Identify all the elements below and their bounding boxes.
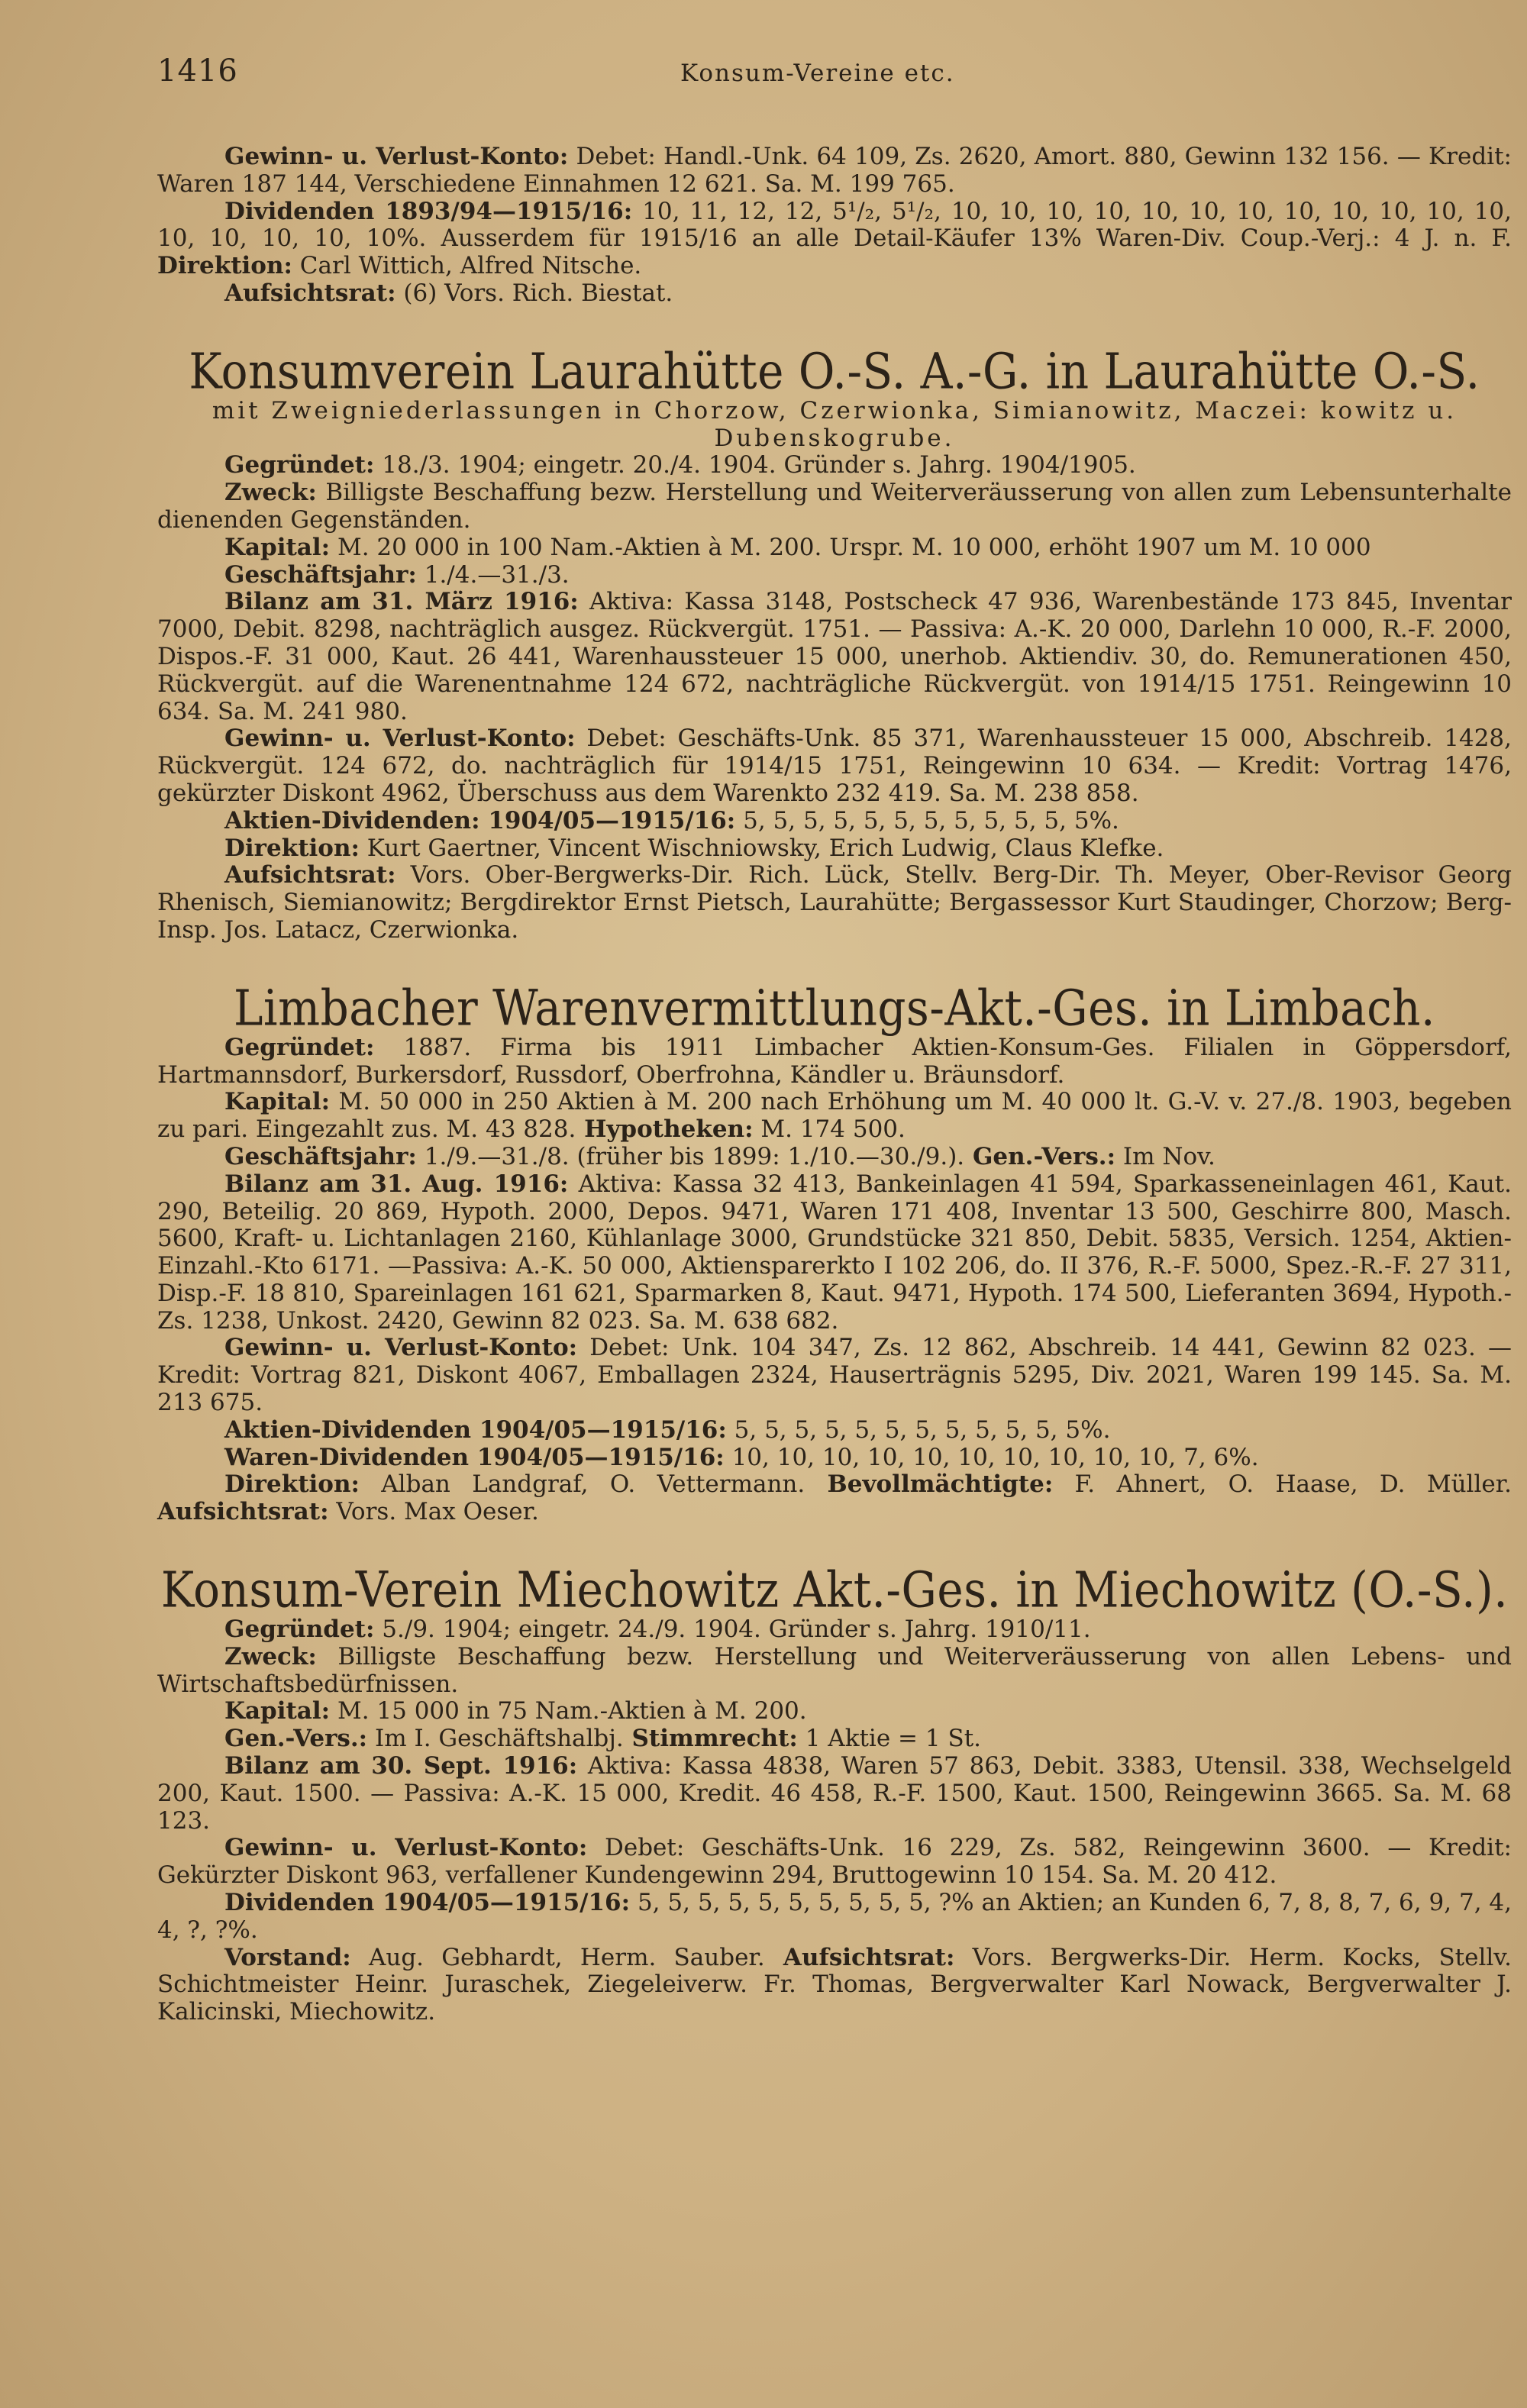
field-label: Bevollmächtigte: [805, 1470, 1054, 1499]
field-text: M. 50 000 in 250 Aktien à M. 200 nach Erhöhung um M. 40 000 lt. G.-V. v. 27./8. 1903, begeben zu pari. Eingezahlt zus. M. 43 828. [157, 1088, 1512, 1144]
field-label: Kapital: [224, 1697, 331, 1725]
field-text: Kurt Gaertner, Vincent Wischniowsky, Erich Ludwig, Claus Klefke. [359, 834, 1164, 862]
field-label: Aufsichtsrat: [157, 1498, 329, 1526]
field-label: Aktien-Dividenden 1904/05—1915/16: [224, 1415, 727, 1444]
field-text: Vors. Max Oeser. [328, 1498, 539, 1526]
page-number: 1416 [157, 53, 238, 89]
paragraph-aktien-dividenden [157, 808, 1512, 835]
field-text: 18./3. 1904; eingetr. 20./4. 1904. Gründer s. Jahrg. 1904/1905. [374, 451, 1136, 479]
field-text: 5, 5, 5, 5, 5, 5, 5, 5, 5, 5, 5, 5%. [726, 1415, 1111, 1444]
field-label: Kapital: [224, 1088, 331, 1116]
field-text: 5, 5, 5, 5, 5, 5, 5, 5, 5, 5, 5, 5%. [735, 806, 1119, 834]
entry-title: Konsum-Verein Miechowitz Akt.-Ges. in Miechowitz (O.-S.). [160, 1560, 1509, 1619]
paragraph-zweck [157, 1644, 1512, 1699]
field-text: Vors. Bergwerks-Dir. Herm. Kocks, Stellv. Schichtmeister Heinr. Juraschek, Ziegeleiverw. Fr. Thomas, Bergverwalter Karl Nowack, Bergverwalter J. Kalicinski, Miechowitz. [157, 1943, 1512, 2026]
entry-laurahuette [157, 341, 1512, 944]
field-text: 10, 11, 12, 12, 5¹/₂, 5¹/₂, 10, 10, 10, 10, 10, 10, 10, 10, 10, 10, 10, 10, 10, 10, 10, 10, 10%. Ausserdem für 1915/16 an alle Detail-Käufer 13% Waren-Div. Coup.-Verj.: 4 J. n. F. [157, 197, 1512, 253]
field-text: 1./9.—31./8. (früher bis 1899: 1./10.—30./9.). [416, 1142, 965, 1170]
field-label: Dividenden 1904/05—1915/16: [224, 1889, 631, 1917]
field-label: Zweck: [224, 479, 317, 507]
field-label: Bilanz am 31. März 1916: [224, 588, 579, 616]
field-label: Aufsichtsrat: [764, 1943, 955, 1971]
field-label: Direktion: [224, 1470, 360, 1499]
paragraph-bilanz [157, 589, 1512, 725]
paragraph-zweck [157, 479, 1512, 534]
field-text: Im I. Geschäftshalbj. [367, 1725, 624, 1753]
field-text: Debet: Handl.-Unk. 64 109, Zs. 2620, Amort. 880, Gewinn 132 156. — Kredit: Waren 187 144, Verschiedene Einnahmen 12 621. Sa. M. 199 765. [157, 143, 1512, 198]
field-label: Gewinn- u. Verlust-Konto: [224, 1834, 588, 1862]
field-label: Hypotheken: [576, 1115, 754, 1144]
field-text: 1 Aktie = 1 St. [797, 1725, 982, 1753]
field-text: M. 15 000 in 75 Nam.-Aktien à M. 200. [330, 1697, 807, 1725]
field-text: Aktiva: Kassa 4838, Waren 57 863, Debit. 3383, Utensil. 338, Wechselgeld 200, Kaut. 1500. — Passiva: A.-K. 15 000, Kredit. 46 458, R.-F. 1500, Kaut. 1500, Reingewinn 3665. Sa. M. 68 123. [157, 1752, 1512, 1835]
field-text: Debet: Geschäfts-Unk. 85 371, Warenhaussteuer 15 000, Abschreib. 1428, Rückvergüt. 124 672, do. nachträglich für 1914/15 1751, Reingewinn 10 634. — Kredit: Vortrag 1476, gekürzter Diskont 4962, Überschuss aus dem Warenkto 232 419. Sa. M. 238 858. [157, 725, 1512, 807]
paragraph-gv-konto [157, 725, 1512, 807]
paragraph-direktion [157, 835, 1512, 863]
field-text: Vors. Ober-Bergwerks-Dir. Rich. Lück, Stellv. Berg-Dir. Th. Meyer, Ober-Revisor Georg Rhenisch, Siemianowitz; Bergdirektor Ernst Pietsch, Laurahütte; Bergassessor Kurt Staudinger, Chorzow; Berg-Insp. Jos. Latacz, Czerwionka. [157, 861, 1512, 944]
field-text: 10, 10, 10, 10, 10, 10, 10, 10, 10, 10, 7, 6%. [724, 1443, 1259, 1471]
field-label: Gegründet: [224, 1616, 375, 1644]
field-text: 5, 5, 5, 5, 5, 5, 5, 5, 5, 5, ?% an Aktien; an Kunden 6, 7, 8, 8, 7, 6, 9, 7, 4, 4, ?, ?%. [157, 1889, 1512, 1944]
field-label: Bilanz am 30. Sept. 1916: [224, 1752, 578, 1780]
field-text: Billigste Beschaffung bezw. Herstellung und Weiterveräusserung von allen Lebens- und Wirtschaftsbedürfnissen. [157, 1642, 1512, 1698]
field-label: Bilanz am 31. Aug. 1916: [224, 1170, 569, 1198]
field-label: Direktion: [224, 834, 360, 862]
field-text: Aktiva: Kassa 3148, Postscheck 47 936, Warenbestände 173 845, Inventar 7000, Debit. 8298, nachträglich ausgez. Rückvergüt. 1751. — Passiva: A.-K. 20 000, Darlehn 10 000, R.-F. 2000, Dispos.-F. 31 000, Kaut. 26 441, Warenhaussteuer 15 000, unerhob. Aktiendiv. 30, do. Remunerationen 450, Rückvergüt. auf die Warenentnahme 124 672, nachträgliche Rückvergüt. von 1914/15 1751. Reingewinn 10 634. Sa. M. 241 980. [157, 588, 1512, 725]
field-label: Gegründet: [224, 1033, 375, 1061]
field-text: (6) Vors. Rich. Biestat. [395, 279, 673, 307]
field-text: M. 20 000 in 100 Nam.-Aktien à M. 200. Urspr. M. 10 000, erhöht 1907 um M. 10 000 [330, 533, 1371, 561]
paragraph-dividenden [157, 1890, 1512, 1945]
paragraph-gegruendet [157, 452, 1512, 479]
field-text: Aug. Gebhardt, Herm. Sauber. [350, 1943, 765, 1971]
field-label: Gegründet: [224, 451, 375, 479]
paragraph-dividenden [157, 199, 1512, 280]
paragraph-gv-konto [157, 1335, 1512, 1416]
paragraph-vorstand [157, 1945, 1512, 2026]
field-text: M. 174 500. [753, 1115, 906, 1144]
field-text: Debet: Geschäfts-Unk. 16 229, Zs. 582, Reingewinn 3600. — Kredit: Gekürzter Diskont 963, verfallener Kundengewinn 294, Bruttogewinn 10 154. Sa. M. 20 412. [157, 1834, 1512, 1890]
field-label: Kapital: [224, 533, 331, 561]
field-text: Debet: Unk. 104 347, Zs. 12 862, Abschreib. 14 441, Gewinn 82 023. — Kredit: Vortrag 821, Diskont 4067, Emballagen 2324, Hauserträgnis 5295, Div. 2021, Waren 199 145. Sa. M. 213 675. [157, 1334, 1512, 1417]
field-label: Stimmrecht: [623, 1725, 798, 1753]
paragraph-gv-konto [157, 1835, 1512, 1890]
paragraph-gv-konto [157, 144, 1512, 199]
paragraph-geschaeftsjahr [157, 1144, 1512, 1171]
paragraph-gen-vers [157, 1725, 1512, 1753]
field-text: 5./9. 1904; eingetr. 24./9. 1904. Gründer s. Jahrg. 1910/11. [374, 1616, 1091, 1644]
paragraph-aufsichtsrat [157, 862, 1512, 944]
field-label: Gewinn- u. Verlust-Konto: [224, 725, 576, 753]
field-label: Waren-Dividenden 1904/05—1915/16: [224, 1443, 725, 1471]
field-label: Aufsichtsrat: [224, 861, 396, 889]
field-label: Dividenden 1893/94—1915/16: [224, 197, 633, 225]
field-text: 1./4.—31./3. [416, 560, 570, 589]
field-label: Gen.-Vers.: [964, 1142, 1116, 1170]
paragraph-aktien-dividenden [157, 1417, 1512, 1444]
field-label: Geschäftsjahr: [224, 1142, 417, 1170]
paragraph-direktion [157, 1471, 1512, 1526]
field-label: Zweck: [224, 1642, 317, 1670]
field-label: Geschäftsjahr: [224, 560, 417, 589]
entry-limbach [157, 978, 1512, 1526]
paragraph-waren-dividenden [157, 1444, 1512, 1472]
paragraph-kapital [157, 1698, 1512, 1725]
field-text: Im Nov. [1115, 1142, 1215, 1170]
paragraph-gegruendet [157, 1616, 1512, 1644]
paragraph-kapital [157, 534, 1512, 562]
field-text: 1887. Firma bis 1911 Limbacher Aktien-Konsum-Ges. Filialen in Göppersdorf, Hartmannsdorf, Burkersdorf, Russdorf, Oberfrohna, Kändler u. Bräunsdorf. [157, 1033, 1512, 1089]
paragraph-aufsichtsrat [157, 280, 1512, 308]
field-label: Gewinn- u. Verlust-Konto: [224, 143, 569, 170]
paragraph-kapital [157, 1089, 1512, 1144]
entry-title: Konsumverein Laurahütte O.-S. A.-G. in Laurahütte O.-S. [189, 341, 1480, 400]
entry-subtitle: mit Zweigniederlassungen in Chorzow, Czerwionka, Simianowitz, Maczei: kowitz u. Dubenskogrube. [211, 396, 1458, 452]
paragraph-geschaeftsjahr [157, 562, 1512, 589]
field-label: Gen.-Vers.: [224, 1725, 368, 1753]
entry-miechowitz [157, 1560, 1512, 2026]
running-head: Konsum-Vereine etc. [680, 60, 955, 87]
field-label: Gewinn- u. Verlust-Konto: [224, 1334, 578, 1362]
field-label: Aufsichtsrat: [224, 279, 396, 307]
field-text: F. Ahnert, O. Haase, D. Müller. [1053, 1470, 1512, 1499]
paragraph-bilanz [157, 1171, 1512, 1335]
field-label: Direktion: [157, 252, 292, 280]
field-text: Carl Wittich, Alfred Nitsche. [292, 252, 642, 280]
field-label: Vorstand: [224, 1943, 351, 1971]
field-label: Aktien-Dividenden: 1904/05—1915/16: [224, 806, 736, 834]
paragraph-gegruendet [157, 1035, 1512, 1089]
field-text: Aktiva: Kassa 32 413, Bankeinlagen 41 594, Sparkasseneinlagen 461, Kaut. 290, Beteilig. 20 869, Hypoth. 2000, Depos. 9471, Waren 171 408, Inventar 13 500, Geschirre 800, Masch. 5600, Kraft- u. Lichtanlagen 2160, Kühlanlage 3000, Grundstücke 321 850, Debit. 5835, Versich. 1254, Aktien-Einzahl.-Kto 6171. —Passiva: A.-K. 50 000, Aktiensparerkto I 102 206, do. II 376, R.-F. 5000, Spez.-R.-F. 27 311, Disp.-F. 18 810, Spareinlagen 161 621, Sparmarken 8, Kaut. 9471, Hypoth. 174 500, Lieferanten 3694, Hypoth.-Zs. 1238, Unkost. 2420, Gewinn 82 023. Sa. M. 638 682. [157, 1170, 1512, 1335]
field-text: Alban Landgraf, O. Vettermann. [359, 1470, 805, 1499]
page-header [157, 53, 1512, 99]
field-text: Billigste Beschaffung bezw. Herstellung und Weiterveräusserung von allen zum Lebensunterhalte dienenden Gegenständen. [157, 479, 1512, 534]
prev-entry [157, 144, 1512, 308]
entry-title: Limbacher Warenvermittlungs-Akt.-Ges. in Limbach. [234, 978, 1435, 1037]
paragraph-bilanz [157, 1753, 1512, 1835]
